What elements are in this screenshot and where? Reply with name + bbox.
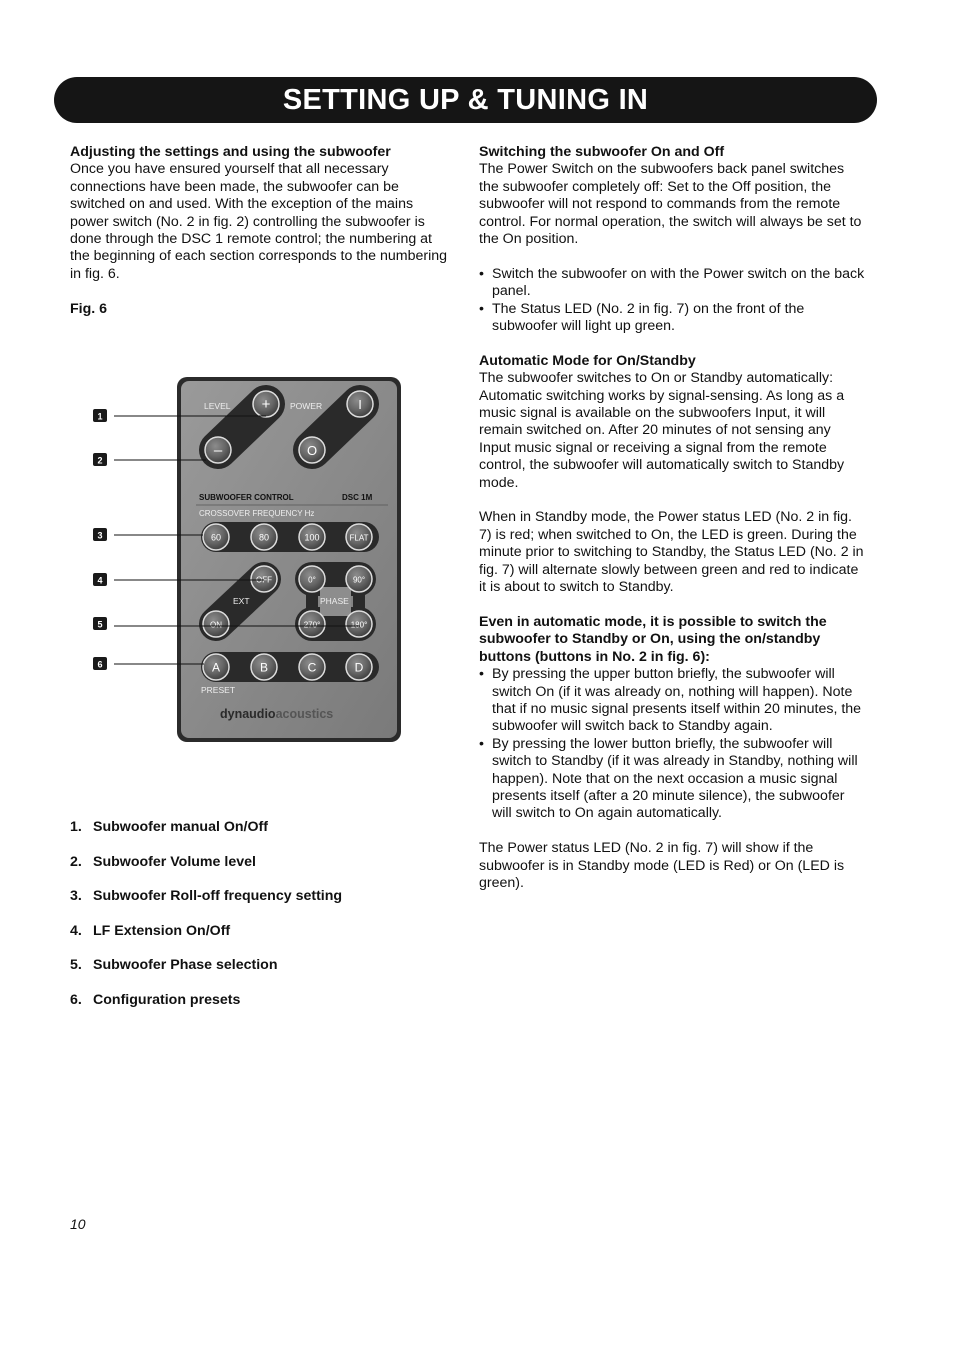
page-title: SETTING UP & TUNING IN [282,84,649,116]
section-heading-switching: Switching the subwoofer On and Off [479,144,725,160]
phase-270-label: 270° [303,620,321,630]
figure-label: Fig. 6 [70,300,108,317]
remote-control-figure [88,372,418,752]
phase-label: PHASE [320,596,349,606]
legend-list [70,819,448,1026]
section-heading-automatic: Automatic Mode for On/Standby [479,352,696,369]
callout-4-label: 4 [97,575,103,586]
brand-logo: dynaudioacoustics [220,707,334,721]
list-item: 1. Subwoofer manual On/Off [70,819,268,835]
callout-2-label: 2 [97,455,103,466]
list-item: 4. LF Extension On/Off [70,922,231,939]
crossover-80-label: 80 [258,532,270,543]
manual-override-heading: Even in automatic mode, it is possible to switch the subwoofer to Standby or On, using the on/standby buttons (buttons in No. 2 in fig. 6): [479,613,827,665]
level-label: LEVEL [204,401,231,411]
crossover-flat-label: FLAT [349,533,369,543]
minus-icon: – [213,442,223,459]
section-heading-adjusting: Adjusting the settings and using the subwoofer [70,144,391,160]
callout-1-label: 1 [97,411,103,422]
ext-on-label: ON [210,620,222,630]
phase-180-label: 180° [350,620,368,630]
list-item: • Switch the subwoofer on with the Power switch on the back panel. [479,266,865,301]
list-item: 5. Subwoofer Phase selection [70,957,278,974]
callout-markers [93,409,107,670]
preset-b-label: B [259,660,269,675]
preset-c-label: C [307,660,317,675]
crossover-label: CROSSOVER FREQUENCY Hz [199,509,315,518]
preset-d-label: D [354,660,364,675]
preset-a-label: A [211,660,221,675]
callout-3-label: 3 [97,530,103,541]
list-item: 3. Subwoofer Roll-off frequency setting [70,888,343,905]
ext-off-label: OFF [256,575,272,585]
preset-label: PRESET [201,685,236,695]
list-item: • The Status LED (No. 2 in fig. 7) on the front of the subwoofer will light up green. [479,301,865,336]
switching-bullets [479,266,865,336]
list-item: 2. Subwoofer Volume level [70,853,256,870]
automatic-paragraph: The subwoofer switches to On or Standby automatically: Automatic switching works by signal-sensing. As long as a music signal is available on the subwoofers Input, it will remain switched on. After 20 minutes of not sensing any Input music signal or receiving a signal from the remote control, the subwoofer will automatically switch to Standby mode. [479,370,845,491]
callout-5-label: 5 [97,619,103,630]
switching-paragraph: The Power Switch on the subwoofers back panel switches the subwoofer completely off: Set to the Off position, the subwoofer will not respond to commands from the remote control. For normal operation, the switch will always be set to the On position. [479,161,862,248]
crossover-60-label: 60 [210,532,222,543]
list-item: 6. Configuration presets [70,991,241,1008]
intro-paragraph: Once you have ensured yourself that all necessary connections have been made, the subwoofer can be switched on and used. With the exception of the mains power switch (No. 2 in fig. 2) controlling the subwoofer is done through the DSC 1 remote control; the numbering at the beginning of each section corresponds to the numbering in fig. 6. [70,161,448,282]
status-led-paragraph: The Power status LED (No. 2 in fig. 7) will show if the subwoofer is in Standby mode (LED is Red) or On (LED is green). [479,840,845,891]
power-on-icon: I [358,397,362,412]
power-label: POWER [290,401,323,411]
page-title-banner [54,77,877,123]
plus-icon: + [261,396,271,413]
crossover-100-label: 100 [304,532,320,543]
list-item: • By pressing the lower button briefly, the subwoofer will switch to Standby (if it was already in Standby, nothing will happen). Note that on the next occasion a music signal presents itself (after a 20 minute silence), the subwoofer will switch to On again automatically. [479,736,865,823]
right-column [479,144,865,892]
ext-label: EXT [233,596,250,606]
override-bullets [479,666,865,823]
standby-paragraph: When in Standby mode, the Power status LED (No. 2 in fig. 7) is red; when switched to On, the LED is green. During the minute prior to switching to Standby, the Status LED (No. 2 in fig. 7) will alternate slowly between green and red to indicate it is about to switch to Standby. [479,509,864,596]
callout-6-label: 6 [97,659,103,670]
page-number: 10 [70,1216,86,1232]
subwoofer-control-label: SUBWOOFER CONTROL [199,493,294,502]
list-item: • By pressing the upper button briefly, the subwoofer will switch On (if it was already on, nothing will happen). Note that if no music signal presents itself within 20 minutes, the subwoofer will switch back to Standby again. [479,666,865,736]
phase-0-label: 0° [308,575,316,585]
phase-90-label: 90° [352,575,366,585]
left-column [70,144,448,318]
model-label: DSC 1M [342,493,373,502]
power-off-icon: O [306,443,318,458]
